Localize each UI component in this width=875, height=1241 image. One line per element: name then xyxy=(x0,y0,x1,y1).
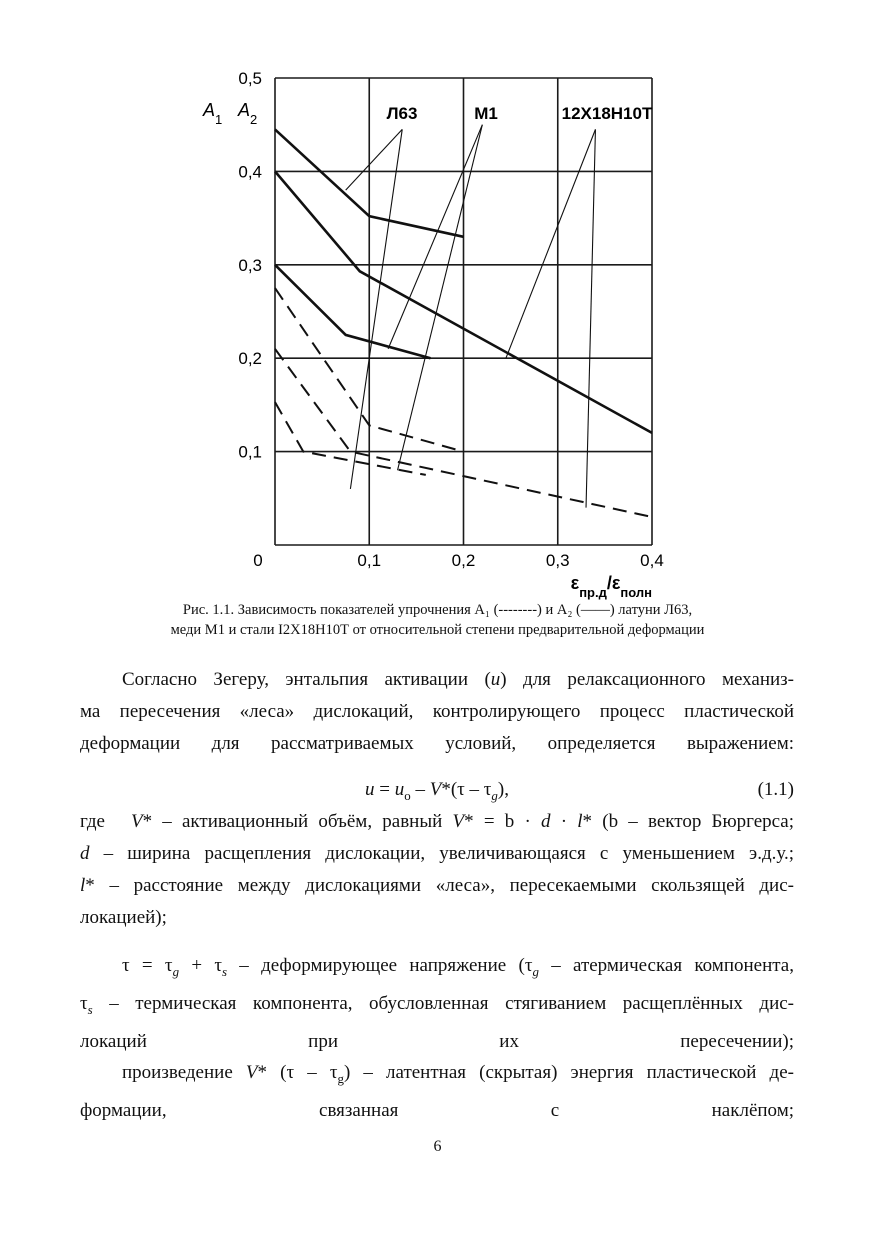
x-tick-label-4: 0,4 xyxy=(640,551,664,570)
paragraph-where: где V* – активационный объём, равный V* = b · d · l* (b – вектор Бюргерса; d – ширина расщепления дислокации, увеличивающаяся с уменьшением э.д.у.; l* – расстояние между дислокациями «леса», пересекаемыми скользящей дис- локацией); xyxy=(80,811,795,928)
equation-body: $u = u_o - V*(\tau - \tau_g)$, xyxy=(365,779,509,803)
x-tick-label-3: 0,3 xyxy=(545,551,570,570)
y-axis-label-a2: $A_2$ xyxy=(238,100,258,127)
y-tick-label-0: 0,1 xyxy=(238,442,262,462)
x-axis-label: $\varepsilon_{пр.д}/\varepsilon_{полн}$ xyxy=(570,573,652,600)
figure-caption xyxy=(0,600,875,640)
paragraph-zeger: Согласно Зегеру, энтальпия активации (u) для релаксационного механиз- ма пересечения «леса» дислокаций, контролирующего процесс пластической деформации для рассматриваемых условий, определяется выражением: xyxy=(80,669,795,754)
y-axis-label-a1: $A_1$ xyxy=(203,100,223,127)
equation-1-1 xyxy=(80,774,794,806)
x-tick-label-1: 0,1 xyxy=(357,551,382,570)
paragraph-product: произведение V* $(\tau - \tau_g)$ – латентная (скрытая) энергия пластической де- формации, связанная с наклёпом; xyxy=(80,1062,794,1121)
series-line-2 xyxy=(275,265,431,358)
y-tick-label-2: 0,3 xyxy=(238,255,262,275)
annotation-label-0: Л63 xyxy=(386,104,418,123)
annotation-leader-2-0 xyxy=(506,129,596,358)
y-tick-label-1: 0,2 xyxy=(238,349,262,369)
annotation-label-1: М1 xyxy=(474,104,498,123)
annotation-leader-0-1 xyxy=(350,129,402,489)
chart-tick-labels xyxy=(238,69,663,570)
equation-number: (1.1) xyxy=(757,779,794,800)
page-number: 6 xyxy=(433,1138,442,1155)
chart xyxy=(0,0,875,620)
y-tick-label-4: 0,5 xyxy=(238,69,262,88)
caption-line-2: меди М1 и стали I2Х18Н10Т от относительной степени предварительной деформации xyxy=(170,622,705,638)
annotation-leader-0-0 xyxy=(346,129,403,190)
x-tick-label-2: 0,2 xyxy=(451,551,476,570)
y-tick-label-3: 0,4 xyxy=(238,162,262,182)
x-tick-label-0: 0 xyxy=(253,551,263,570)
paragraph-tau: $\tau = \tau_g + \tau_s$ – деформирующее напряжение ($\tau_g$ – атермическая компонента, $\tau_s$ – термическая компонента, обусловленная стягиванием расщеплённых дис- локаций при их пересечении); xyxy=(80,955,794,1052)
annotation-label-2: 12Х18Н10Т xyxy=(561,104,653,123)
caption-line-1: Рис. 1.1. Зависимость показателей упрочнения A₁ (--------) и A₂ (——) латуни Л63, xyxy=(182,602,693,618)
